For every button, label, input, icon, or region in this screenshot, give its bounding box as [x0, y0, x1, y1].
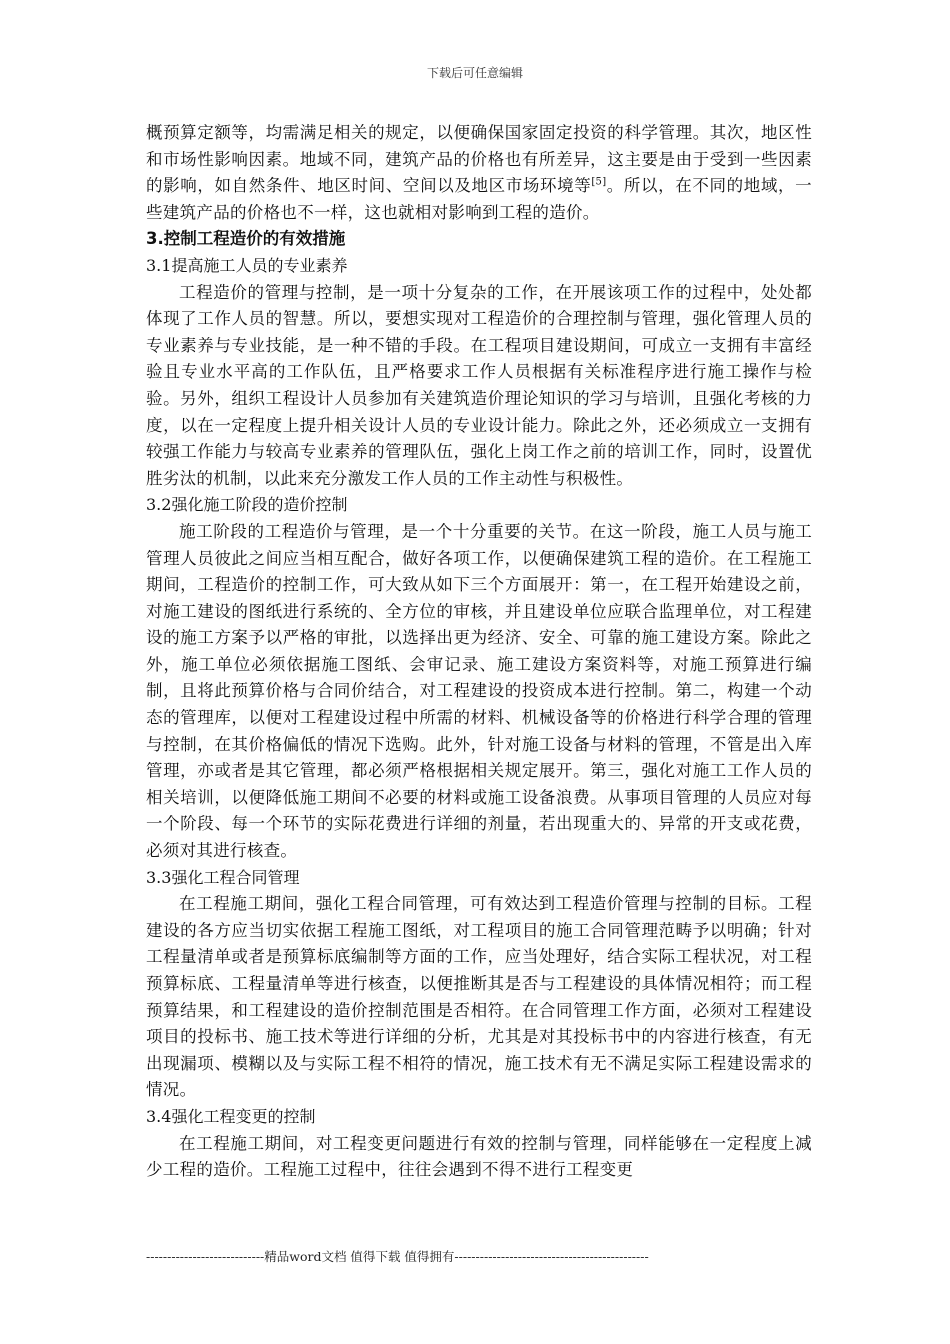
intro-text: 概预算定额等，均需满足相关的规定，以便确保国家固定投资的科学管理。其次，地区性和市场性影响因素。地域不同，建筑产品的价格也有所差异，这主要是由于受到一些因素的影响，如自然条件、地区时间、空间以及地区市场环境等 [146, 123, 812, 196]
subsection-heading-3-1: 3.1提高施工人员的专业素养 [146, 255, 348, 275]
paragraph-3-2: 施工阶段的工程造价与管理，是一个十分重要的关节。在这一阶段，施工人员与施工管理人员彼此之间应当相互配合，做好各项工作，以便确保建筑工程的造价。在工程施工期间，工程造价的控制工作，可大致从如下三个方面展开：第一，在工程开始建设之前，对施工建设的图纸进行系统的、全方位的审核，并且建设单位应联合监理单位，对工程建设的施工方案予以严格的审批，以选择出更为经济、安全、可靠的施工建设方案。除此之外，施工单位必须依据施工图纸、会审记录、施工建设方案资料等，对施工预算进行编制，且将此预算价格与合同价结合，对工程建设的投资成本进行控制。第二，构建一个动态的管理库，以便对工程建设过程中所需的材料、机械设备等的价格进行科学合理的管理与控制，在其价格偏低的情况下选购。此外，针对施工设备与材料的管理，不管是出入库管理，亦或者是其它管理，都必须严格根据相关规定展开。第三，强化对施工工作人员的相关培训，以便降低施工期间不必要的材料或施工设备浪费。从事项目管理的人员应对每一个阶段、每一个环节的实际花费进行详细的剂量，若出现重大的、异常的开支或花费，必须对其进行核查。 [146, 521, 812, 861]
subsection-heading-3-3: 3.3强化工程合同管理 [146, 867, 300, 887]
paragraph-3-3: 在工程施工期间，强化工程合同管理，可有效达到工程造价管理与控制的目标。工程建设的各方应当切实依据工程施工图纸，对工程项目的施工合同管理范畴予以明确；针对工程量清单或者是预算标底编制等方面的工作，应当处理好，结合实际工程状况，对工程预算标底、工程量清单等进行核查，以便推断其是否与工程建设的具体情况相符；而工程预算结果，和工程建设的造价控制范围是否相符。在合同管理工作方面，必须对工程建设项目的投标书、施工技术等进行详细的分析，尤其是对其投标书中的内容进行核查，有无出现漏项、模糊以及与实际工程不相符的情况，施工技术有无不满足实际工程建设需求的情况。 [146, 894, 812, 1100]
subsection-heading-3-4: 3.4强化工程变更的控制 [146, 1106, 316, 1126]
document-body [146, 120, 812, 1184]
page-header: 下载后可任意编辑 [426, 66, 523, 80]
subsection-heading-3-2: 3.2强化施工阶段的造价控制 [146, 495, 348, 515]
paragraph-3-4: 在工程施工期间，对工程变更问题进行有效的控制与管理，同样能够在一定程度上减少工程的造价。工程施工过程中，往往会遇到不得不进行工程变更 [146, 1133, 812, 1180]
page-footer: ----------------------------精品word文档 值得下载 值得拥有---------------------------------------------- [146, 1249, 649, 1264]
intro-paragraph [146, 120, 812, 226]
section-heading: 3.控制工程造价的有效措施 [146, 229, 346, 249]
paragraph-3-1: 工程造价的管理与控制，是一项十分复杂的工作，在开展该项工作的过程中，处处都体现了工作人员的智慧。所以，要想实现对工程造价的合理控制与管理，强化管理人员的专业素养与专业技能，是一种不错的手段。在工程项目建设期间，可成立一支拥有丰富经验且专业水平高的工作队伍，且严格要求工作人员根据有关标准程序进行施工操作与检验。另外，组织工程设计人员参加有关建筑造价理论知识的学习与培训，且强化考核的力度，以在一定程度上提升相关设计人员的专业设计能力。除此之外，还必须成立一支拥有较强工作能力与较高专业素养的管理队伍，强化上岗工作之前的培训工作，同时，设置优胜劣汰的机制，以此来充分激发工作人员的工作主动性与积极性。 [146, 282, 812, 488]
citation-ref: [5] [591, 176, 607, 188]
intro-text-continued: 。所以，在不同的地域，一些建筑产品的价格也不一样，这也就相对影响到工程的造价。 [146, 176, 812, 222]
